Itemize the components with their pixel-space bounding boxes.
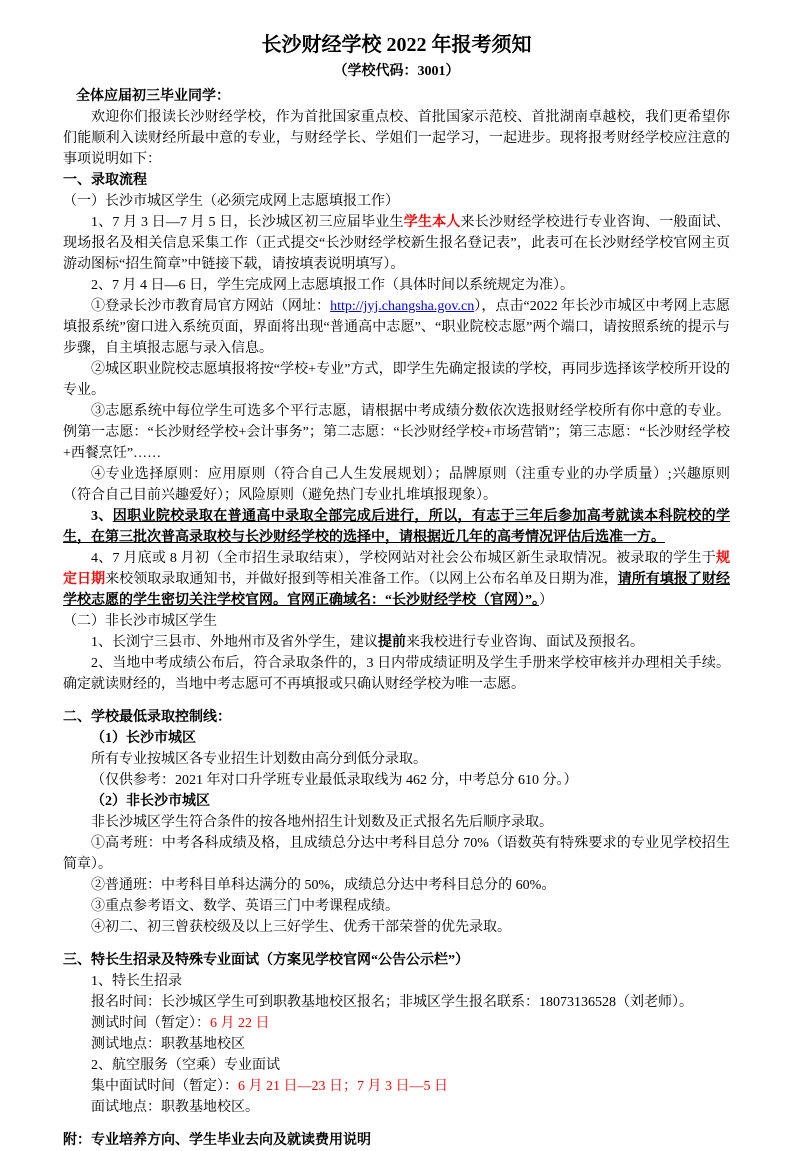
text-run: 测试时间（暂定）： — [91, 1016, 210, 1031]
text-run: 2、当地中考成绩公布后，符合录取条件的，3 日内带成绩证明及学生手册来学校审核并办理相关手续。确定就读财经的，当地中考志愿可不再填报或只确认财经学校为唯一志愿。 — [63, 656, 730, 692]
text-run: 6 月 22 日 — [210, 1016, 270, 1031]
text-run: （2）非长沙市城区 — [91, 794, 210, 809]
text-run: （一）长沙市城区学生（必须完成网上志愿填报工作） — [63, 194, 399, 209]
city-item-2-step-4 — [63, 464, 730, 506]
talent-item-1 — [63, 971, 730, 992]
intro-paragraph — [63, 107, 730, 170]
text-run: 来我校进行专业咨询、面试及预报名。 — [406, 635, 644, 650]
city-item-2-step-3 — [63, 401, 730, 464]
document-body — [63, 86, 730, 1151]
spacer-3 — [63, 1118, 730, 1130]
text-run: ③志愿系统中每位学生可选多个平行志愿，请根据中考成绩分数依次选报财经学校所有你中意的专业。例第一志愿：“长沙财经学校+会计事务”；第二志愿：“长沙财经学校+市场营销”；第三志愿：“长沙财经学校+西餐烹饪”…… — [63, 404, 730, 461]
text-run: ②普通班：中考科目单科达满分的 50%，成绩总分达中考科目总分的 60%。 — [91, 878, 556, 893]
city-item-4 — [63, 548, 730, 611]
text-run: 来长沙财经学校进行专业咨询、一般面试、现场报名及相关信息采集工作（正式提交“长沙财经学校新生报名登记表”，此表可在长沙财经学校官网主页游动图标“招生简章”中链接下载，请按填表说明填写）。 — [63, 215, 731, 272]
text-run: 规定日期 — [63, 551, 730, 587]
text-run: ④初二、初三曾获校级及以上三好学生、优秀干部荣誉的优先录取。 — [91, 920, 511, 935]
text-run: 全体应届初三毕业同学： — [76, 89, 230, 104]
changsha-edu-bureau-link[interactable]: http://jyj.changsha.gov.cn — [330, 299, 475, 314]
non-city-item-1 — [63, 632, 730, 653]
talent-registration — [63, 992, 730, 1013]
text-run: 集中面试时间（暂定）： — [91, 1079, 238, 1094]
text-run: ③重点参考语文、数学、英语三门中考课程成绩。 — [91, 899, 399, 914]
talent-item-2 — [63, 1055, 730, 1076]
text-run: 报名时间：长沙城区学生可到职教基地校区报名；非城区学生报名联系：18073136528（刘老师）。 — [91, 995, 693, 1010]
subsection-1-city-students — [63, 191, 730, 212]
text-run: 所有专业按城区各专业招生计划数由高分到低分录取。 — [91, 752, 427, 767]
non-city-item-2 — [63, 653, 730, 695]
text-run: （1）长沙市城区 — [91, 731, 196, 746]
cutoff-non-city-item-1 — [63, 833, 730, 875]
text-run: 二、学校最低录取控制线： — [63, 710, 231, 725]
cutoff-city-heading — [63, 728, 730, 749]
cutoff-city-reference — [63, 770, 730, 791]
text-run: 一、录取流程 — [63, 173, 147, 188]
section-2-heading — [63, 707, 730, 728]
document-title: 长沙财经学校 2022 年报考须知 — [261, 34, 532, 56]
text-run: 来校领取录取通知书，并做好报到等相关准备工作。（以网上公布名单及日期为准， — [105, 572, 618, 587]
text-run: 2、航空服务（空乘）专业面试 — [91, 1058, 280, 1073]
city-item-2-step-1 — [63, 296, 730, 359]
cutoff-non-city-item-2 — [63, 875, 730, 896]
text-run: 欢迎你们报读长沙财经学校，作为首批国家重点校、首批国家示范校、首批湖南卓越校，我们更希望你们能顺利入读财经所最中意的专业，与财经学长、学姐们一起学习，一起进步。现将报考财经学校应注意的事项说明如下： — [63, 110, 730, 167]
text-run: 请所有填报了财经学校志愿的学生密切关注学校官网。官网正确域名：“长沙财经学校（官网）”。 — [63, 572, 731, 608]
text-run: ①登录长沙市教育局官方网站（网址： — [91, 299, 331, 314]
appendix-heading — [63, 1130, 730, 1151]
section-1-heading — [63, 170, 730, 191]
text-run: ②城区职业院校志愿填报将按“学校+专业”方式，即学生先确定报读的学校，再同步选择该学校所开设的专业。 — [63, 362, 730, 398]
subsection-2-non-city-students — [63, 611, 730, 632]
city-item-2 — [63, 275, 730, 296]
text-run: ），点击“2022 年长沙市城区中考网上志愿填报系统”窗口进入系统页面，界面将出现“普通高中志愿”、“职业院校志愿”两个端口，请按照系统的提示与步骤，自主填报志愿与录入信息。 — [63, 299, 730, 356]
school-code: （学校代码：3001） — [333, 64, 460, 79]
aviation-interview-location — [63, 1097, 730, 1118]
text-run: （二）非长沙市城区学生 — [63, 614, 217, 629]
text-run: 3、 — [91, 509, 113, 524]
talent-test-time — [63, 1013, 730, 1034]
text-run: 1、长浏宁三县市、外地州市及省外学生，建议 — [91, 635, 378, 650]
text-run: 学生本人 — [403, 215, 461, 230]
cutoff-non-city-item-4 — [63, 917, 730, 938]
cutoff-non-city-item-3 — [63, 896, 730, 917]
text-run: 附：专业培养方向、学生毕业去向及就读费用说明 — [63, 1133, 371, 1148]
text-run: 三、特长生招录及特殊专业面试（方案见学校官网“公告公示栏”） — [63, 953, 469, 968]
text-run: 非长沙城区学生符合条件的按各地州招生计划数及正式报名先后顺序录取。 — [91, 815, 553, 830]
text-run: ） — [539, 593, 553, 608]
spacer-1 — [63, 695, 730, 707]
text-run: （仅供参考：2021 年对口升学班专业最低录取线为 462 分，中考总分 610 分。） — [91, 773, 578, 788]
text-run: 1、7 月 3 日—7 月 5 日，长沙城区初三应届毕业生 — [91, 215, 404, 230]
salutation — [76, 86, 730, 107]
text-run: 1、特长生招录 — [91, 974, 182, 989]
talent-test-location — [63, 1034, 730, 1055]
section-3-heading — [63, 950, 730, 971]
text-run: 2、7 月 4 日—6 日，学生完成网上志愿填报工作（具体时间以系统规定为准）。 — [91, 278, 574, 293]
text-run: ①高考班：中考各科成绩及格，且成绩总分达中考科目总分 70%（语数英有特殊要求的专业见学校招生简章）。 — [63, 836, 730, 872]
text-run: 面试地点：职教基地校区。 — [91, 1100, 259, 1115]
aviation-interview-time — [63, 1076, 730, 1097]
text-run: 4、7 月底或 8 月初（全市招生录取结束），学校网站对社会公布城区新生录取情况。被录取的学生于 — [91, 551, 716, 566]
cutoff-non-city-rule — [63, 812, 730, 833]
spacer-2 — [63, 938, 730, 950]
cutoff-non-city-heading — [63, 791, 730, 812]
text-run: 因职业院校录取在普通高中录取全部完成后进行，所以，有志于三年后参加高考就读本科院校的学生，在第三批次普高录取校与长沙财经学校的选择中，请根据近几年的高考情况评估后选准一方。 — [63, 509, 731, 545]
city-item-2-step-2 — [63, 359, 730, 401]
city-item-1 — [63, 212, 730, 275]
text-run: 6 月 21 日—23 日；7 月 3 日—5 日 — [238, 1079, 448, 1094]
cutoff-city-rule — [63, 749, 730, 770]
text-run: ④专业选择原则：应用原则（符合自己人生发展规划）；品牌原则（注重专业的办学质量）;兴趣原则（符合自己目前兴趣爱好）；风险原则（避免热门专业扎堆填报现象）。 — [63, 467, 730, 503]
city-item-3 — [63, 506, 730, 548]
text-run: 提前 — [378, 635, 406, 650]
text-run: 测试地点：职教基地校区 — [91, 1037, 245, 1052]
